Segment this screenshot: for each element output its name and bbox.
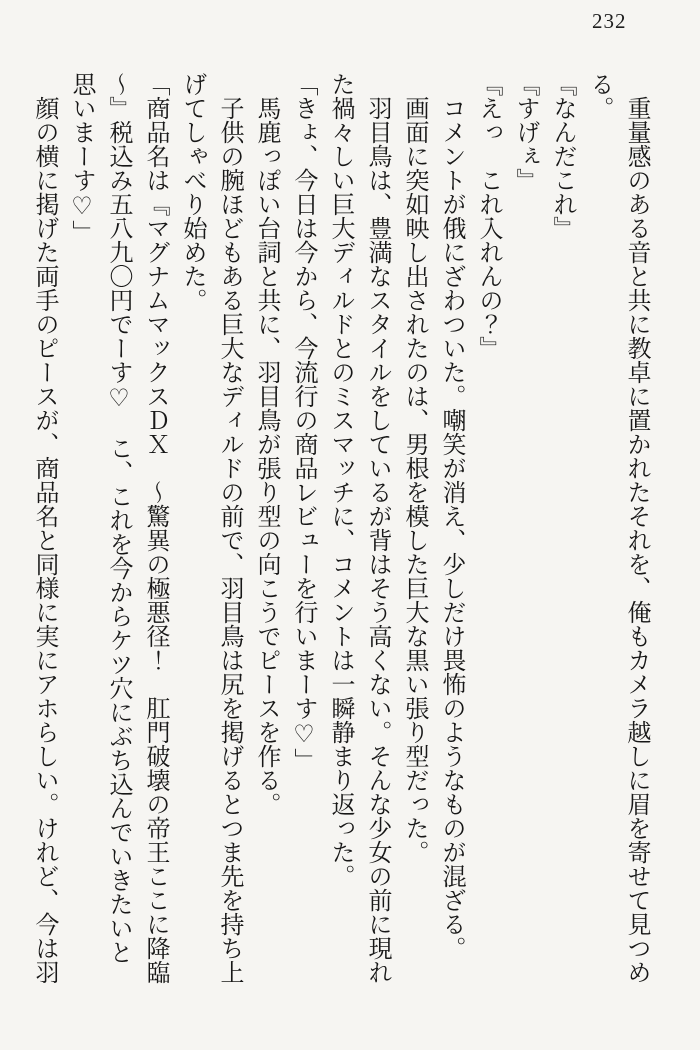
vertical-text-block xyxy=(22,72,654,986)
paragraph: 馬鹿っぽい台詞と共に、羽目鳥が張り型の向こうでピースを作る。 xyxy=(253,72,279,816)
paragraph: コメントが俄にざわついた。嘲笑が消え、少しだけ畏怖のようなものが混ざる。 xyxy=(438,72,464,960)
paragraph: 重量感のある音と共に教卓に置かれたそれを、俺もカメラ越しに眉を寄せて見つめる。 xyxy=(586,72,649,984)
paragraph: 『すげぇ』 xyxy=(512,72,538,192)
paragraph: 子供の腕ほどもある巨大なディルドの前で、羽目鳥は尻を掲げるとつま先を持ち上げてしゃべり始めた。 xyxy=(179,72,242,984)
paragraph: 「商品名は『マグナムマックスＤＸ ～驚異の極悪径！ 肛門破壊の帝王ここに降臨～』税込み五八九〇円でーす♡ こ、これを今からケツ穴にぶち込んでいきたいと思いまーす♡」 xyxy=(68,72,168,984)
paragraph: 「きょ、今日は今から、今流行の商品レビューを行いまーす♡」 xyxy=(290,72,316,772)
paragraph: 羽目鳥は、豊満なスタイルをしているが背はそう高くない。そんな少女の前に現れた禍々しい巨大ディルドとのミスマッチに、コメントは一瞬静まり返った。 xyxy=(327,72,390,984)
paragraph: 『えっ これ入れんの？』 xyxy=(475,72,501,360)
paragraph: 顔の横に掲げた両手のピースが、商品名と同様に実にアホらしい。けれど、今は羽 xyxy=(31,72,57,984)
page-number: 232 xyxy=(592,9,627,33)
paragraph: 『なんだこれ』 xyxy=(549,72,575,240)
paragraph: 画面に突如映し出されたのは、男根を模した巨大な黒い張り型だった。 xyxy=(401,72,427,864)
